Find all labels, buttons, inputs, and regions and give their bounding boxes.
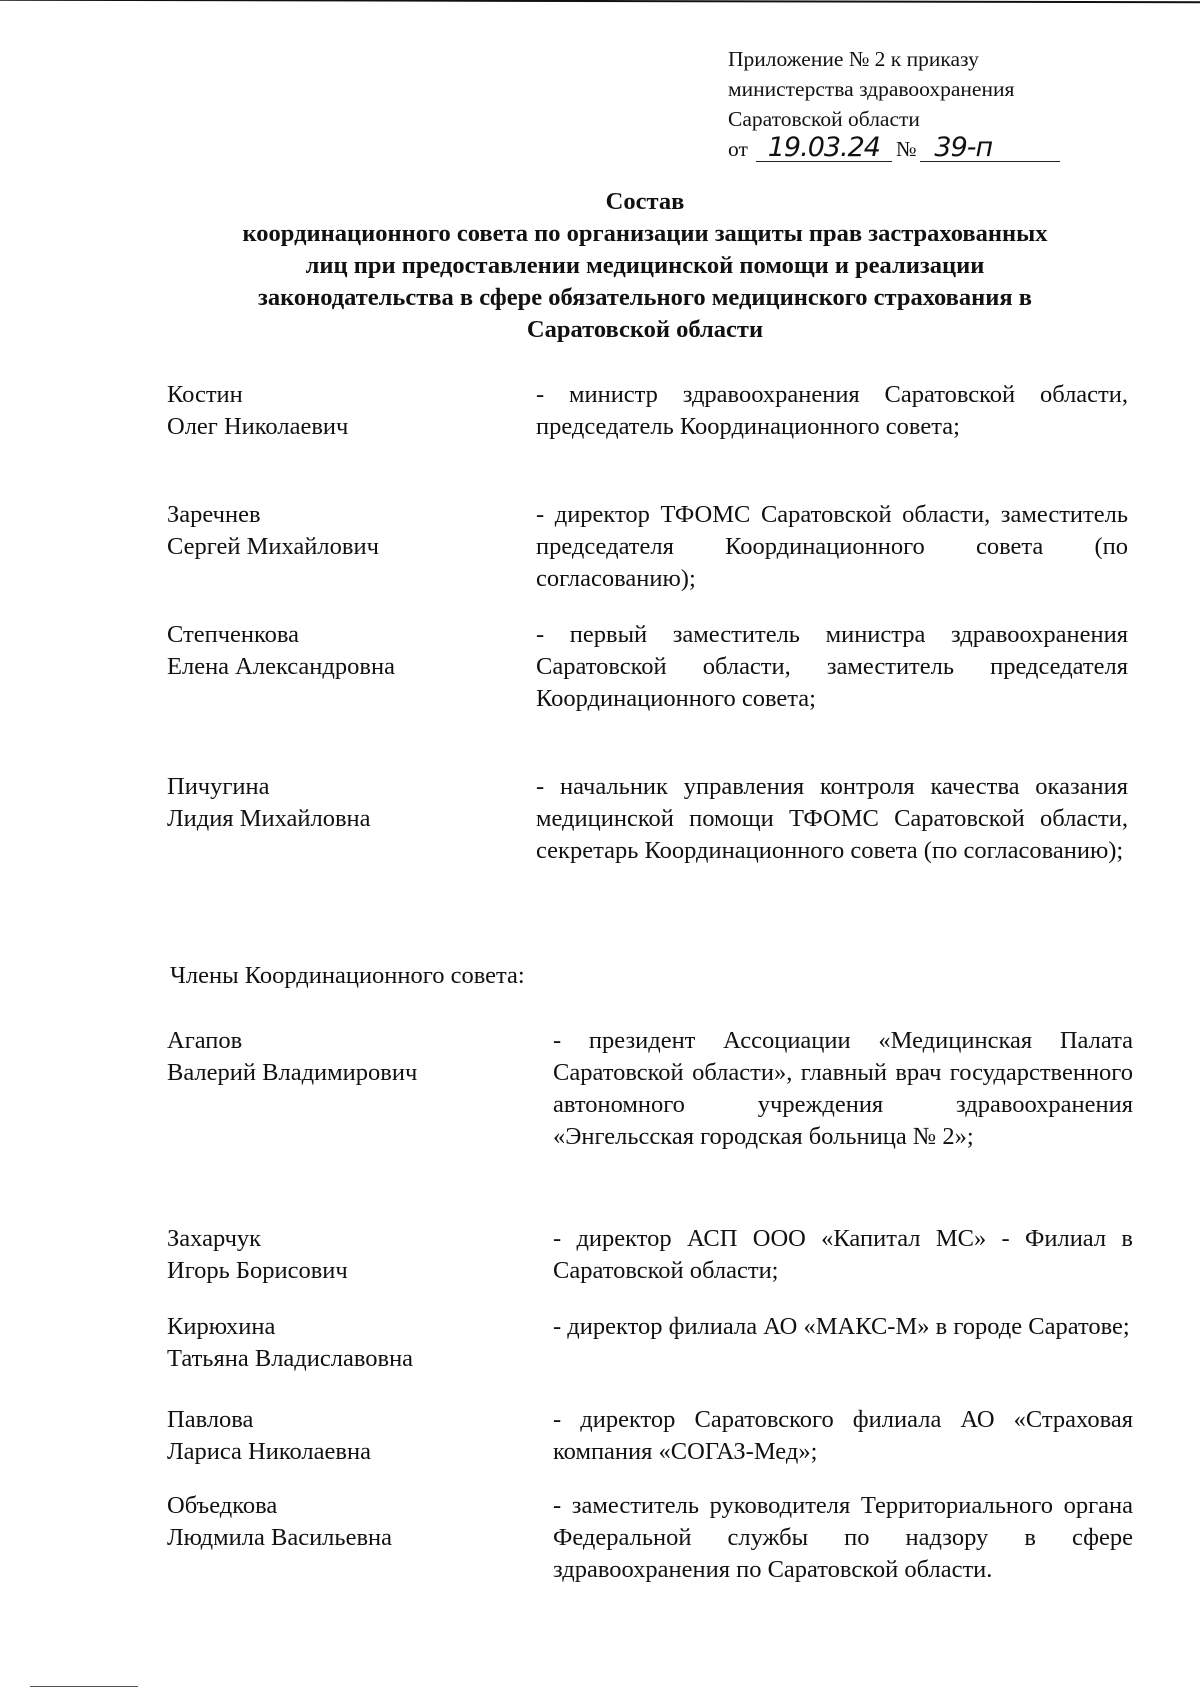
title-line-2: координационного совета по организации защиты прав застрахованных bbox=[242, 220, 1048, 247]
date-prefix: от bbox=[728, 137, 748, 161]
surname: Пичугина bbox=[167, 773, 270, 800]
surname: Кирюхина bbox=[167, 1313, 276, 1340]
handwritten-date: 19.03.24 bbox=[756, 135, 892, 162]
person-name bbox=[167, 1223, 527, 1287]
person-name bbox=[167, 1025, 527, 1089]
handwritten-order-number: 39-п bbox=[920, 135, 1060, 162]
person-role: - директор АСП ООО «Капитал МС» - Филиал в Саратовской области; bbox=[553, 1225, 1133, 1284]
page-footer-rule bbox=[30, 1686, 138, 1687]
document-title bbox=[150, 186, 1140, 346]
given-names: Сергей Михайлович bbox=[167, 533, 379, 560]
given-names: Елена Александровна bbox=[167, 653, 395, 680]
person-name bbox=[167, 619, 527, 683]
title-line-1: Состав bbox=[605, 188, 685, 215]
order-date-line bbox=[728, 134, 1088, 164]
given-names: Игорь Борисович bbox=[167, 1257, 348, 1284]
title-line-3: лиц при предоставлении медицинской помощи и реализации bbox=[305, 252, 985, 279]
given-names: Людмила Васильевна bbox=[167, 1524, 393, 1551]
given-names: Олег Николаевич bbox=[167, 413, 349, 440]
given-names: Лидия Михайловна bbox=[167, 805, 371, 832]
surname: Заречнев bbox=[167, 501, 261, 528]
person-role: - директор филиала АО «МАКС-М» в городе Саратове; bbox=[553, 1313, 1130, 1340]
surname: Костин bbox=[167, 381, 243, 408]
number-prefix: № bbox=[895, 137, 917, 161]
person-name bbox=[167, 499, 527, 563]
person-name bbox=[167, 1490, 527, 1554]
appendix-header bbox=[728, 44, 1088, 164]
person-name bbox=[167, 1404, 527, 1468]
given-names: Татьяна Владиславовна bbox=[167, 1345, 414, 1372]
surname: Агапов bbox=[167, 1027, 243, 1054]
members-heading: Члены Координационного совета: bbox=[170, 962, 525, 989]
person-role: - президент Ассоциации «Медицинская Палата Саратовской области», главный врач государственного автономного учреждения здравоохранения «Энгельсская городская больница № 2»; bbox=[553, 1027, 1133, 1150]
person-name bbox=[167, 771, 527, 835]
surname: Степченкова bbox=[167, 621, 300, 648]
person-role: - начальник управления контроля качества оказания медицинской помощи ТФОМС Саратовской области, секретарь Координационного совета (по согласованию); bbox=[536, 773, 1128, 864]
person-role: - директор Саратовского филиала АО «Страховая компания «СОГАЗ-Мед»; bbox=[553, 1406, 1133, 1465]
surname: Захарчук bbox=[167, 1225, 262, 1252]
appendix-line-3: Саратовской области bbox=[728, 107, 920, 131]
person-role: - директор ТФОМС Саратовской области, заместитель председателя Координационного совета (по согласованию); bbox=[536, 501, 1128, 592]
person-name bbox=[167, 1311, 527, 1375]
scan-edge-line bbox=[0, 0, 1200, 3]
person-name bbox=[167, 379, 527, 443]
surname: Объедкова bbox=[167, 1492, 278, 1519]
person-role: - заместитель руководителя Территориального органа Федеральной службы по надзору в сфере здравоохранения по Саратовской области. bbox=[553, 1492, 1133, 1583]
title-line-4: законодательства в сфере обязательного медицинского страхования в bbox=[257, 284, 1033, 311]
surname: Павлова bbox=[167, 1406, 254, 1433]
given-names: Лариса Николаевна bbox=[167, 1438, 371, 1465]
appendix-line-2: министерства здравоохранения bbox=[728, 77, 1015, 101]
appendix-line-1: Приложение № 2 к приказу bbox=[728, 47, 979, 71]
title-line-5: Саратовской области bbox=[526, 316, 764, 343]
person-role: - первый заместитель министра здравоохранения Саратовской области, заместитель председателя Координационного совета; bbox=[536, 621, 1128, 712]
person-role: - министр здравоохранения Саратовской области, председатель Координационного совета; bbox=[536, 381, 1128, 440]
given-names: Валерий Владимирович bbox=[167, 1059, 418, 1086]
